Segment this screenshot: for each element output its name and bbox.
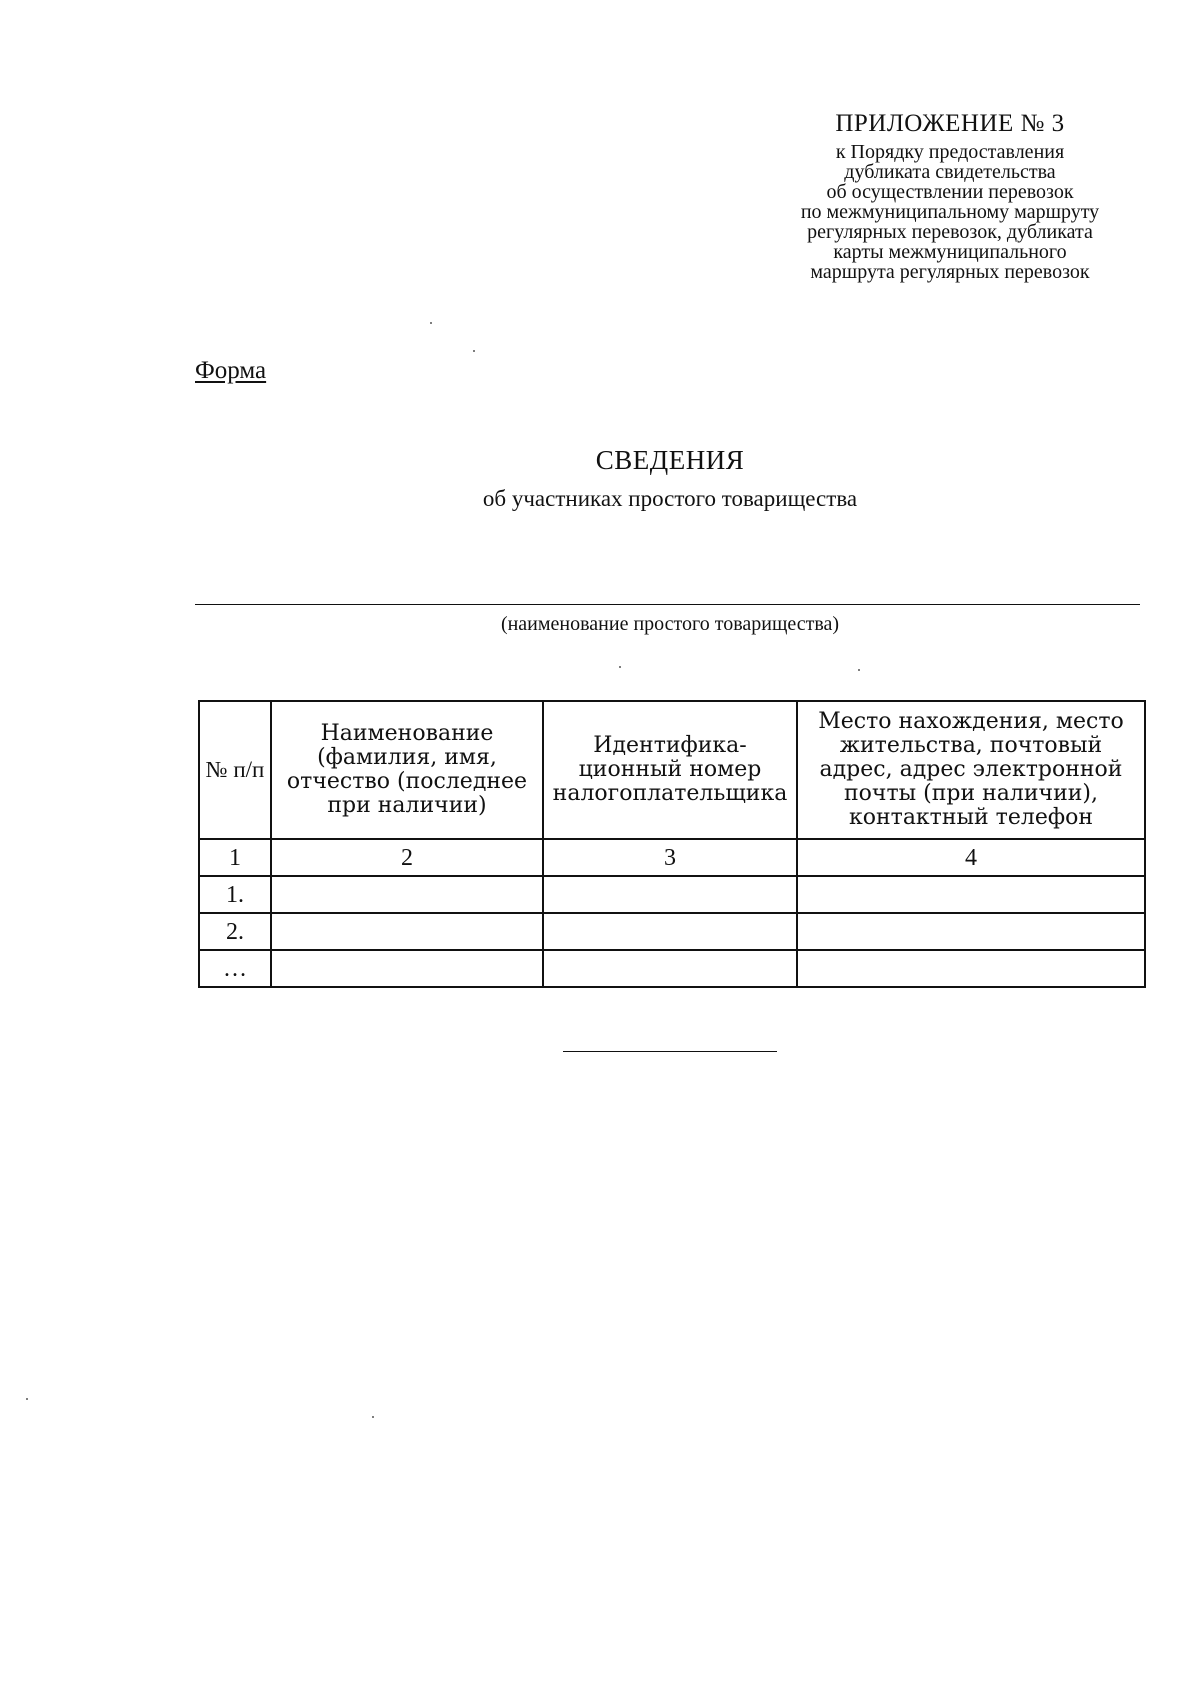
row-number: … — [199, 950, 271, 987]
scan-speck — [619, 666, 621, 668]
appendix-line: по межмуниципальному маршруту — [800, 201, 1100, 223]
cell-name — [271, 913, 543, 950]
cell-tax-id — [543, 950, 797, 987]
column-number: 2 — [271, 839, 543, 876]
table-row — [199, 950, 1145, 987]
members-table — [198, 700, 1146, 988]
appendix-line: дубликата свидетельства — [844, 161, 1056, 183]
appendix-line: карты межмуниципального — [833, 241, 1067, 263]
appendix-line: об осуществлении перевозок — [826, 181, 1074, 203]
header-address: Место нахождения, место жительства, почтовый адрес, адрес электронной почты (при наличии), контактный телефон — [797, 701, 1145, 839]
column-number: 3 — [543, 839, 797, 876]
header-number: № п/п — [199, 701, 271, 839]
document-title: СВЕДЕНИЯ — [595, 445, 745, 475]
partnership-name-line — [195, 604, 1140, 605]
row-number: 1. — [199, 876, 271, 913]
table-header-row — [199, 701, 1145, 839]
column-number: 4 — [797, 839, 1145, 876]
cell-tax-id — [543, 876, 797, 913]
appendix-header — [740, 108, 1160, 282]
form-label: Форма — [195, 357, 267, 384]
header-name: Наименование (фамилия, имя, отчество (последнее при наличии) — [271, 701, 543, 839]
header-tax-id: Идентифика-ционный номер налогоплательщика — [543, 701, 797, 839]
document-subtitle: об участниках простого товарищества — [482, 486, 858, 511]
appendix-line: к Порядку предоставления — [835, 141, 1065, 163]
end-line — [563, 1051, 777, 1052]
cell-address — [797, 876, 1145, 913]
scan-speck — [473, 350, 475, 352]
partnership-name-caption: (наименование простого товарищества) — [500, 613, 840, 635]
row-number: 2. — [199, 913, 271, 950]
cell-address — [797, 913, 1145, 950]
table-row — [199, 876, 1145, 913]
appendix-title: ПРИЛОЖЕНИЕ № 3 — [835, 110, 1065, 137]
column-number: 1 — [199, 839, 271, 876]
scan-speck — [26, 1398, 28, 1400]
column-number-row — [199, 839, 1145, 876]
cell-tax-id — [543, 913, 797, 950]
cell-address — [797, 950, 1145, 987]
scan-speck — [858, 669, 860, 671]
cell-name — [271, 950, 543, 987]
table-row — [199, 913, 1145, 950]
scan-speck — [372, 1416, 374, 1418]
appendix-line: маршрута регулярных перевозок — [810, 261, 1090, 283]
cell-name — [271, 876, 543, 913]
appendix-line: регулярных перевозок, дубликата — [807, 221, 1093, 243]
scan-speck — [430, 322, 432, 324]
